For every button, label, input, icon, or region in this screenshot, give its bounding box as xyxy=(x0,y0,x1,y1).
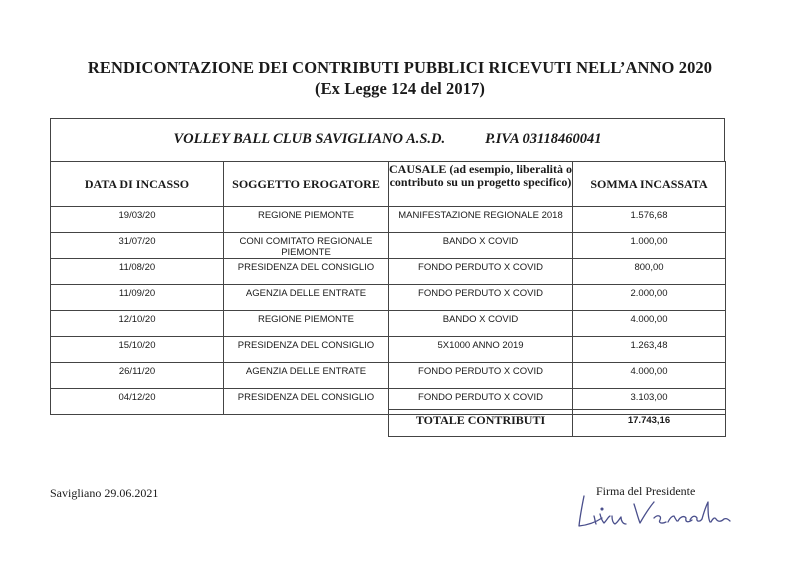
cell-reason: BANDO X COVID xyxy=(389,311,573,337)
cell-reason: FONDO PERDUTO X COVID xyxy=(389,285,573,311)
table-row xyxy=(51,285,726,311)
cell-amount: 3.103,00 xyxy=(573,389,726,415)
cell-reason: BANDO X COVID xyxy=(389,233,573,259)
total-value: 17.743,16 xyxy=(573,410,726,437)
cell-date: 12/10/20 xyxy=(51,311,224,337)
cell-reason: FONDO PERDUTO X COVID xyxy=(389,363,573,389)
cell-amount: 1.576,68 xyxy=(573,207,726,233)
cell-date: 04/12/20 xyxy=(51,389,224,415)
cell-source: CONI COMITATO REGIONALE PIEMONTE xyxy=(224,233,389,259)
cell-source: REGIONE PIEMONTE xyxy=(224,311,389,337)
cell-source: PRESIDENZA DEL CONSIGLIO xyxy=(224,259,389,285)
table-header-row xyxy=(51,162,726,207)
cell-date: 15/10/20 xyxy=(51,337,224,363)
cell-date: 19/03/20 xyxy=(51,207,224,233)
cell-date: 11/08/20 xyxy=(51,259,224,285)
table-row xyxy=(51,337,726,363)
club-vat-number: P.IVA 03118460041 xyxy=(485,131,602,147)
cell-source: AGENZIA DELLE ENTRATE xyxy=(224,363,389,389)
header-source: SOGGETTO EROGATORE xyxy=(224,162,389,207)
cell-source: PRESIDENZA DEL CONSIGLIO xyxy=(224,337,389,363)
contributions-table xyxy=(50,161,726,415)
header-date: DATA DI INCASSO xyxy=(51,162,224,207)
header-reason: CAUSALE (ad esempio, liberalità o contributo su un progetto specifico) xyxy=(389,162,573,207)
table-row xyxy=(51,311,726,337)
cell-reason: FONDO PERDUTO X COVID xyxy=(389,389,573,415)
cell-amount: 4.000,00 xyxy=(573,311,726,337)
cell-reason: MANIFESTAZIONE REGIONALE 2018 xyxy=(389,207,573,233)
total-label: TOTALE CONTRIBUTI xyxy=(389,410,573,437)
total-table xyxy=(388,409,726,437)
cell-reason: FONDO PERDUTO X COVID xyxy=(389,259,573,285)
total-row xyxy=(389,410,726,437)
cell-date: 26/11/20 xyxy=(51,363,224,389)
table-row xyxy=(51,259,726,285)
cell-amount: 1.263,48 xyxy=(573,337,726,363)
cell-source: AGENZIA DELLE ENTRATE xyxy=(224,285,389,311)
cell-amount: 2.000,00 xyxy=(573,285,726,311)
cell-amount: 1.000,00 xyxy=(573,233,726,259)
cell-reason: 5X1000 ANNO 2019 xyxy=(389,337,573,363)
president-signature xyxy=(574,492,734,532)
cell-date: 11/09/20 xyxy=(51,285,224,311)
document-title: RENDICONTAZIONE DEI CONTRIBUTI PUBBLICI RICEVUTI NELL’ANNO 2020 xyxy=(87,58,713,77)
header-amount: SOMMA INCASSATA xyxy=(573,162,726,207)
club-heading xyxy=(50,131,725,148)
document-subtitle: (Ex Legge 124 del 2017) xyxy=(314,79,486,98)
table-row xyxy=(51,233,726,259)
cell-source: PRESIDENZA DEL CONSIGLIO xyxy=(224,389,389,415)
cell-amount: 800,00 xyxy=(573,259,726,285)
cell-source: REGIONE PIEMONTE xyxy=(224,207,389,233)
place-date: Savigliano 29.06.2021 xyxy=(50,486,159,500)
cell-date: 31/07/20 xyxy=(51,233,224,259)
table-row xyxy=(51,363,726,389)
signature-label: Firma del Presidente xyxy=(596,484,696,498)
cell-amount: 4.000,00 xyxy=(573,363,726,389)
club-name: VOLLEY BALL CLUB SAVIGLIANO A.S.D. xyxy=(173,131,446,147)
table-row xyxy=(51,207,726,233)
